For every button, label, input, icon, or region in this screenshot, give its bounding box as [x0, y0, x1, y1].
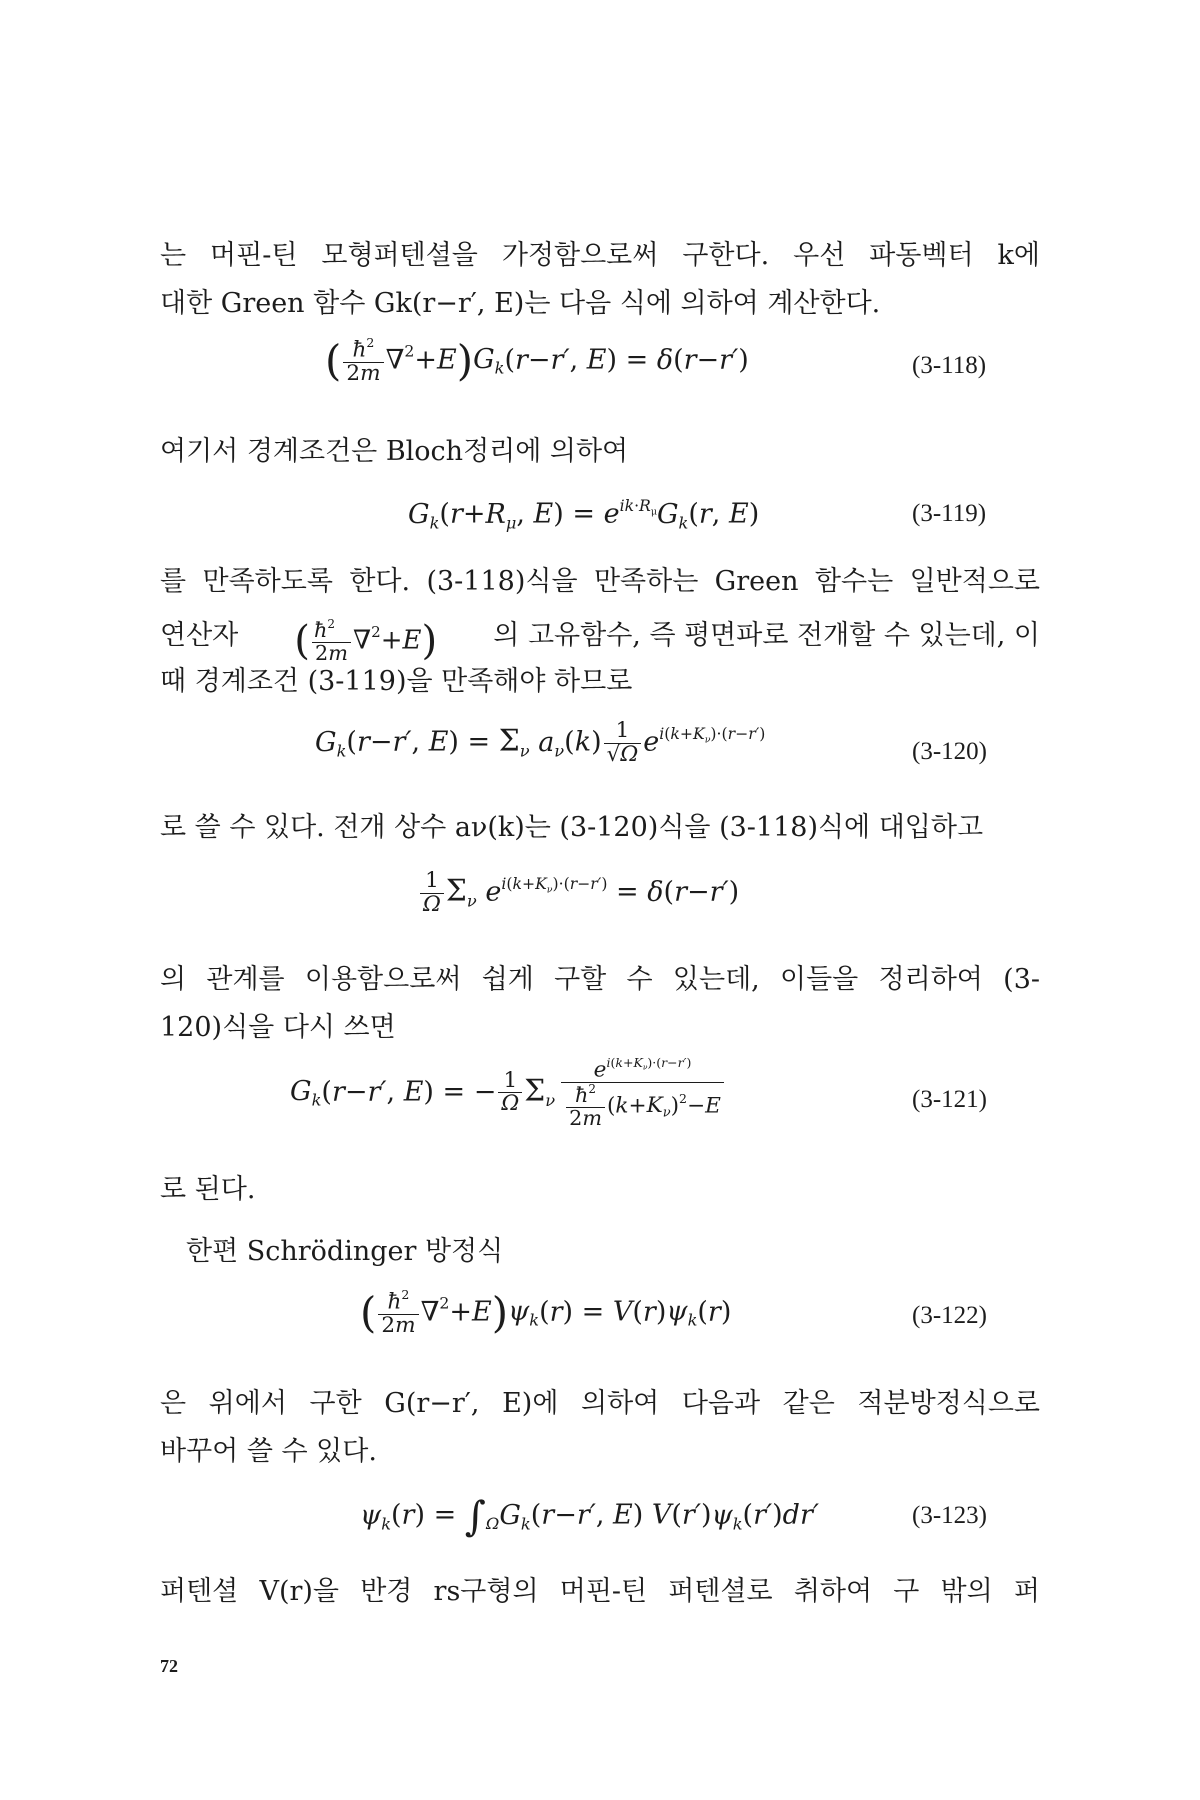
- paragraph-3-line-2: [160, 608, 1040, 665]
- paragraph-8-line-1: 은 위에서 구한 G(r−r′, E)에 의하여 다음과 같은 적분방정식으로: [160, 1388, 1040, 1419]
- paragraph-5-line-2: 120)식을 다시 쓰면: [160, 1012, 396, 1043]
- paragraph-7: 한편 Schrödinger 방정식: [186, 1236, 504, 1267]
- equation-number-3-119: (3-119): [912, 500, 987, 527]
- equation-number-3-122: (3-122): [912, 1302, 987, 1329]
- equation-3-119: $G_k(r+R_\mu$, $E) = e^{ik\cdot R_\mu}G_k(r$, E): [408, 496, 760, 533]
- equation-number-3-123: (3-123): [912, 1502, 987, 1529]
- paragraph-8-line-2: 바꾸어 쓸 수 있다.: [160, 1436, 377, 1467]
- equation-number-3-120: (3-120): [912, 738, 987, 765]
- paragraph-9: 퍼텐셜 V(r)을 반경 rs구형의 머핀-틴 퍼텐셜로 취하여 구 밖의 퍼: [160, 1576, 1040, 1607]
- equation-3-121: $G_k(r-r'$, E) = − $\frac{1}{\Omega}$ $\Sigma_\nu$ $e^{i(k+K_\nu)\cdot(r-r')}$ $\frac{ħ^2}{2m}$ $(k+K_\nu)^2-E$: [290, 1056, 726, 1130]
- page-number: 72: [160, 1656, 178, 1676]
- equation-orthogonality-relation: $\frac{1}{\Omega}$ $\Sigma_\nu$ $e^{i(k+K_\nu)\cdot(r-r')} = \delta(r-r')$: [418, 870, 739, 916]
- equation-number-3-121: (3-121): [912, 1086, 987, 1113]
- paragraph-1-line-2: 대한 Green 함수 Gk(r−r′, E)는 다음 식에 의하여 계산한다.: [160, 288, 881, 319]
- paragraph-2: 여기서 경계조건은 Bloch정리에 의하여: [160, 436, 629, 467]
- paragraph-3-line-2-text: 의 고유함수, 즉 평면파로 전개할 수 있는데, 이: [493, 620, 1040, 652]
- paragraph-3-line-3: 때 경계조건 (3-119)을 만족해야 하므로: [160, 666, 633, 697]
- paragraph-6: 로 된다.: [160, 1174, 256, 1205]
- equation-3-120: $G_k(r-r'$, $E) = \Sigma_\nu$ $a_\nu(k)$ $\frac{1}{√\Omega}$ $e^{i(k+K_\nu)\cdot(r-r')}$: [315, 718, 766, 767]
- paragraph-3-line-1: 를 만족하도록 한다. (3-118)식을 만족하는 Green 함수는 일반적으로: [160, 566, 1040, 597]
- paragraph-5-line-1: 의 관계를 이용함으로써 쉽게 구할 수 있는데, 이들을 정리하여 (3-: [160, 964, 1040, 995]
- paragraph-4: 로 쓸 수 있다. 전개 상수 aν(k)는 (3-120)식을 (3-118)식에 대입하고: [160, 812, 984, 843]
- equation-3-118: ( $\frac{ħ^2}{2m}$ $\nabla^2+E)G_k(r-r'$, E) = δ(r−r′): [325, 335, 749, 387]
- paragraph-1-line-1: 는 머핀-틴 모형퍼텐셜을 가정함으로써 구한다. 우선 파동벡터 k에: [160, 240, 1040, 271]
- equation-3-123: $\psi_k(r) = \int_\Omega G_k(r-r'$, E) $V(r')\psi_k(r')dr'$: [360, 1492, 819, 1540]
- operator-expression: ( $\frac{ħ^2}{2m}$ ∇$^2$+E): [294, 616, 438, 665]
- equation-3-122: ( $\frac{ħ^2}{2m}$ $\nabla^2+E)\psi_k(r) = V(r)\psi_k(r)$: [360, 1287, 732, 1339]
- operator-label: 연산자: [160, 620, 239, 652]
- equation-number-3-118: (3-118): [912, 352, 987, 379]
